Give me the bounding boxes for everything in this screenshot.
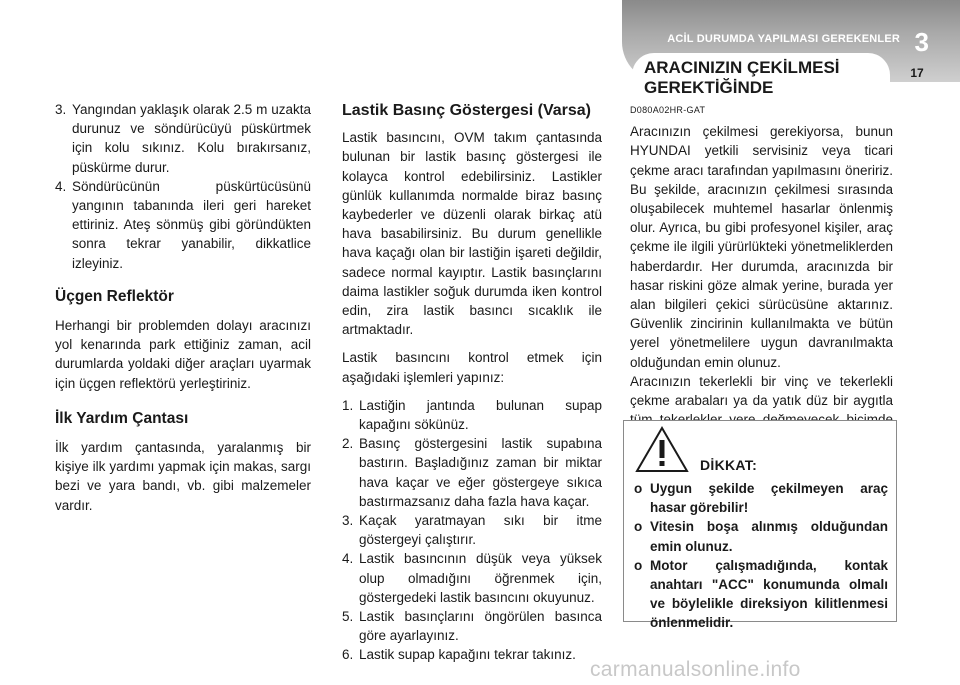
list-item bbox=[342, 396, 602, 434]
list-item-number: 3. bbox=[55, 102, 67, 117]
list-item bbox=[55, 177, 311, 273]
towing-text: Aracınızın çekilmesi gerekiyorsa, bunun HYUNDAI yetkili servisiniz veya ticari çekme aracı tarafından yapılmasını öneririz. Bu şekilde, aracınızın çekilmesi sırasında oluşabilecek muhtemel hasarlar önlenmiş olur. Ayrıca, bu gibi profesyonel kişiler, araç çekme ile ilgili yürürlükteki yönetmeliklerden haberdardır. Her durumda, aracınızda bir hasar riskini göze almak yerine, burada yer alan bilgileri çekici sürücüsüne aktarınız. Güvenlik zincirinin kullanılmakta ve bütün yerel yönetmelilere uygun davranılmakta olduğundan emin olunuz. bbox=[630, 124, 893, 370]
list-item-text: Lastiğin jantında bulunan supap kapağını sökünüz. bbox=[359, 397, 602, 433]
list-item-number: 1. bbox=[342, 397, 354, 413]
list-item-number: 6. bbox=[342, 647, 354, 663]
tire-gauge-heading: Lastik Basınç Göstergesi (Varsa) bbox=[342, 102, 591, 119]
list-item bbox=[634, 556, 888, 633]
chapter-number: 3 bbox=[914, 27, 929, 57]
extinguisher-steps-list bbox=[55, 100, 311, 273]
column-right bbox=[630, 101, 893, 458]
reflector-text: Herhangi bir problemden dolayı aracınızı yol kenarında park ettiğiniz zaman, acil durumlarda yoldaki diğer araçları uyarmak için üçgen reflektörü yerleştiriniz. bbox=[55, 318, 311, 391]
tire-gauge-steps-list bbox=[342, 396, 602, 665]
list-item-text: Motor çalışmadığında, kontak anahtarı "ACC" konumunda olmalı ve böylelikle direksiyon kilitlenmesi önlenmelidir. bbox=[650, 557, 888, 631]
list-item-number: 4. bbox=[342, 551, 354, 567]
list-item bbox=[342, 607, 602, 645]
warning-box bbox=[623, 420, 897, 631]
list-item-number: 2. bbox=[342, 436, 354, 452]
list-item-text: Lastik basınçlarını öngörülen basınca göre ayarlayınız. bbox=[359, 609, 602, 644]
column-left bbox=[55, 100, 311, 524]
list-item-text: Kaçak yaratmayan sıkı bir itme göstergeyi çalıştırır. bbox=[359, 513, 602, 548]
list-item-text: Lastik basıncının düşük veya yüksek olup olmadığını öğrenmek için, göstergedeki lastik basıncını okuyunuz. bbox=[359, 551, 602, 605]
list-item bbox=[55, 100, 311, 177]
list-item-text: Vitesin boşa alınmış olduğundan emin olunuz. bbox=[650, 519, 888, 554]
chapter-title: ACİL DURUMDA YAPILMASI GEREKENLER bbox=[667, 33, 900, 45]
list-item-text: Yangından yaklaşık olarak 2.5 m uzakta durunuz ve söndürücüyü püskürtmek için kolu sıkınız. Kolu bırakırsanız, püskürme durur. bbox=[72, 102, 311, 175]
tire-gauge-instructions: Lastik basıncını kontrol etmek için aşağıdaki işlemleri yapınız: bbox=[342, 350, 602, 385]
list-item-number: 3. bbox=[342, 513, 354, 529]
watermark: carmanualsonline.info bbox=[590, 658, 801, 681]
list-item bbox=[634, 517, 888, 555]
warning-triangle-icon bbox=[634, 425, 690, 475]
section-title: ARACINIZIN ÇEKİLMESİ GEREKTİĞİNDE bbox=[644, 58, 840, 97]
section-code: D080A02HR-GAT bbox=[630, 105, 706, 115]
list-item bbox=[342, 511, 602, 549]
list-item-text: Söndürücünün püskürtücüsünü yangının tabanında ileri geri hareket ettiriniz. Ateş sönmüş gibi göründükten sonra tekrar yanabilir, dikkatlice izleyiniz. bbox=[72, 178, 311, 271]
column-middle bbox=[342, 101, 602, 679]
list-item-number: 4. bbox=[55, 178, 67, 194]
list-item-text: Basınç göstergesini lastik supabına bastırın. Başladığınız zaman bir miktar hava kaçar ve eğer göstergeye sıkıca bastırmazsanız daha fazla hava kaçar. bbox=[359, 436, 602, 509]
list-item-text: Lastik supap kapağını tekrar takınız. bbox=[359, 647, 576, 663]
tire-gauge-intro: Lastik basıncını, OVM takım çantasında bulunan bir lastik basınç göstergesi ile kolayca kontrol edebilirsiniz. Lastikler günlük kullanımda normalde biraz basınç kaybederler ve düzenli olarak birkaç atü hava basabilirsiniz. Bu durum genellikle hava kaçağı olan bir lastiğin işareti değildir, sadece normal kayıptır. Lastik basınçlarını daima lastikler soğuk durumda iken kontrol edin, zira lastik basıncı sıcaklık ile artmaktadır. bbox=[342, 130, 602, 338]
first-aid-text: İlk yardım çantasında, yaralanmış bir kişiye ilk yardımı yapmak için makas, sargı bezi ve yara bandı, vb. gibi malzemeler vardır. bbox=[55, 440, 311, 513]
list-bullet: o bbox=[634, 519, 643, 535]
first-aid-heading: İlk Yardım Çantası bbox=[55, 409, 189, 427]
list-bullet: o bbox=[634, 557, 643, 573]
list-item-text: Uygun şekilde çekilmeyen araç hasar görebilir! bbox=[650, 481, 888, 516]
list-item bbox=[634, 479, 888, 517]
warning-title: DİKKAT: bbox=[700, 457, 758, 473]
page-number: 17 bbox=[910, 66, 924, 80]
towing-recommendation: Aracınızın tekerlekli bir vinç ve tekerlekli çekme arabaları ya da yatık düz bir aygıtla bbox=[630, 373, 893, 409]
list-item bbox=[342, 549, 602, 607]
list-item bbox=[342, 645, 602, 664]
list-bullet: o bbox=[634, 481, 643, 496]
list-item-number: 5. bbox=[342, 609, 354, 625]
warning-list bbox=[634, 479, 888, 633]
list-item bbox=[342, 434, 602, 511]
reflector-heading: Üçgen Reflektör bbox=[55, 287, 174, 305]
